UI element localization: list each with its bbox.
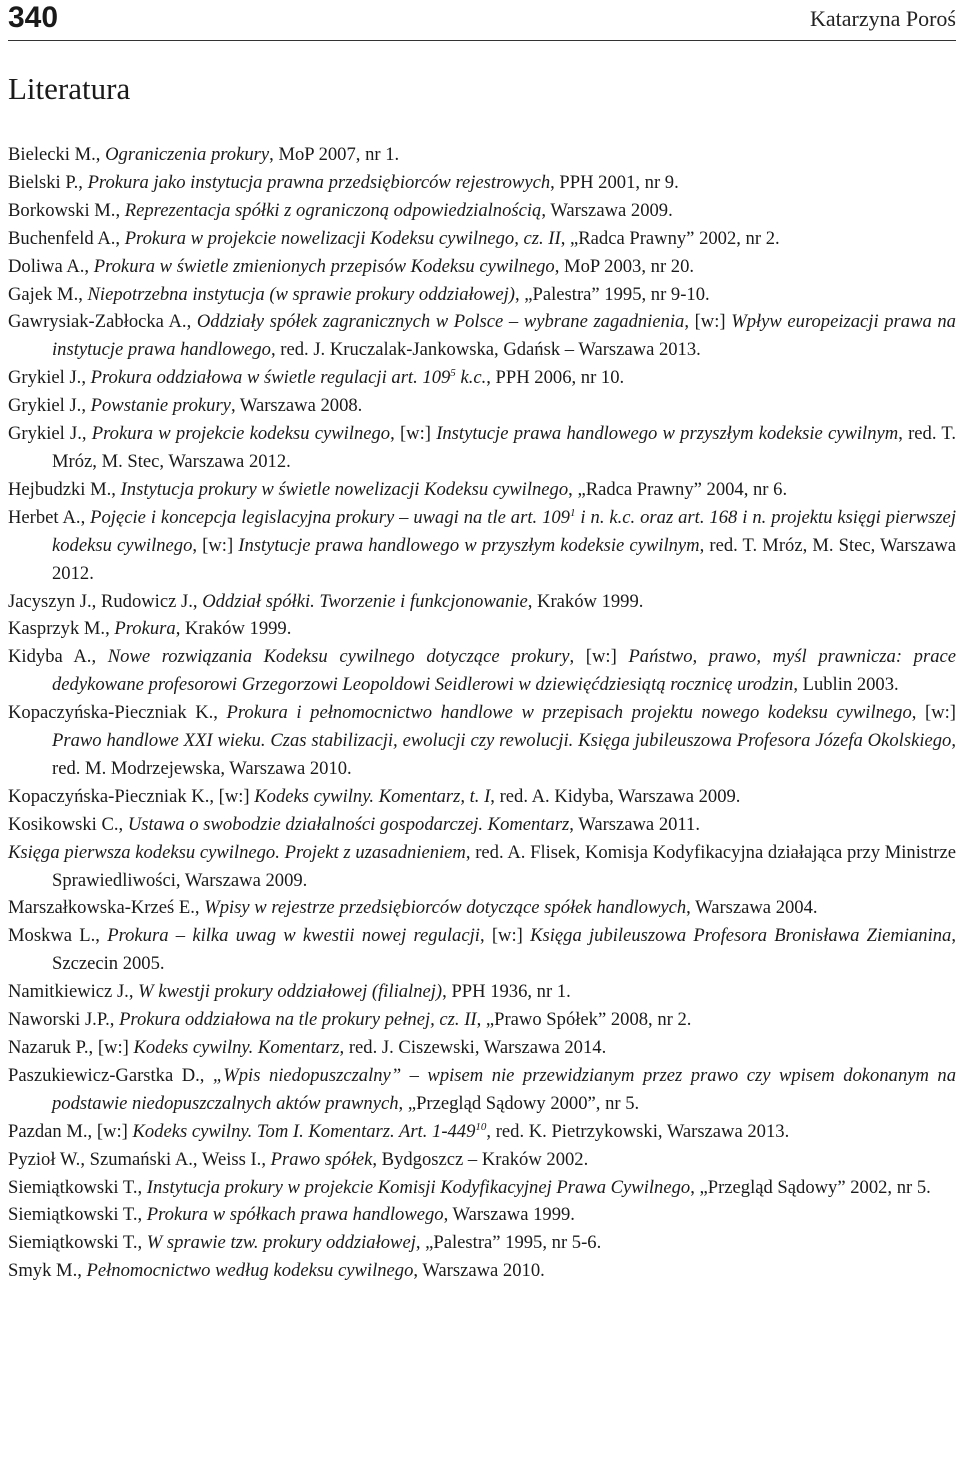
- reference-item: [8, 1062, 956, 1118]
- section-title: Literatura: [8, 71, 131, 106]
- reference-title: Wpisy w rejestrze przedsiębiorców dotyczące spółek handlowych: [204, 897, 687, 919]
- reference-text: , Warszawa 2010.: [413, 1260, 545, 1282]
- reference-text: , red. J. Ciszewski, Warszawa 2014.: [339, 1037, 607, 1058]
- reference-title: Oddziały spółek zagranicznych w Polsce – wybrane zagadnienia: [196, 311, 685, 333]
- reference-text: , „Przegląd Sądowy 2000”, nr 5.: [398, 1092, 640, 1114]
- reference-item: [8, 392, 956, 420]
- reference-title: Prawo handlowe XXI wieku. Czas stabilizacji, ewolucji czy rewolucji. Księga jubileuszowa Profesora Józefa Okolskiego: [52, 730, 952, 752]
- reference-title: Oddział spółki. Tworzenie i funkcjonowanie: [202, 590, 528, 612]
- reference-item: [8, 643, 956, 699]
- reference-item: [8, 253, 956, 281]
- reference-title: Reprezentacja spółki z ograniczoną odpowiedzialnością: [124, 199, 542, 221]
- reference-title: Księga pierwsza kodeksu cywilnego. Projekt z uzasadnieniem: [8, 841, 466, 863]
- reference-item: [8, 281, 956, 309]
- reference-text: Hejbudzki M.,: [8, 478, 121, 500]
- reference-text: Kosikowski C.,: [8, 813, 128, 835]
- reference-title: Księga jubileuszowa Profesora Bronisława Ziemianina: [530, 925, 952, 947]
- reference-text: , „Radca Prawny” 2004, nr 6.: [568, 478, 788, 500]
- reference-title: Prokura oddziałowa w świetle regulacji art. 109: [90, 367, 451, 389]
- reference-title: Kodeks cywilny. Komentarz, t. I: [254, 785, 491, 807]
- reference-title: Prokura w spółkach prawa handlowego: [146, 1204, 444, 1226]
- reference-title: Instytucja prokury w projekcie Komisji Kodyfikacyjnej Prawa Cywilnego: [146, 1176, 691, 1198]
- reference-title: Prokura w projekcie kodeksu cywilnego: [91, 423, 391, 445]
- reference-title: Prawo spółek: [270, 1148, 373, 1170]
- reference-item: [8, 1229, 956, 1257]
- reference-item: [8, 169, 956, 197]
- reference-title: Prokura w świetle zmienionych przepisów Kodeksu cywilnego: [93, 255, 555, 277]
- reference-item: [8, 1146, 956, 1174]
- reference-text: , „Palestra” 1995, nr 9-10.: [515, 283, 710, 305]
- reference-item: [8, 504, 956, 588]
- reference-title: Państwo, prawo, myśl prawnicza: prace dedykowane profesorowi Grzegorzowi Leopoldowi Seidlerowi w dziewięćdziesiątą rocznicę urodzin: [52, 646, 957, 696]
- reference-item: [8, 783, 956, 811]
- reference-title: k.c.: [455, 367, 487, 389]
- reference-title: Ustawa o swobodzie działalności gospodarczej. Komentarz: [127, 813, 570, 835]
- reference-text: , Warszawa 2011.: [569, 813, 700, 835]
- reference-item: [8, 1201, 956, 1229]
- reference-text: , [w:]: [684, 311, 732, 333]
- reference-text: , red. M. Modrzejewska, Warszawa 2010.: [52, 730, 956, 779]
- superscript-number: 1: [569, 506, 576, 519]
- reference-title: Prokura: [114, 618, 176, 640]
- reference-item: [8, 1006, 956, 1034]
- reference-text: Herbet A.,: [8, 506, 91, 528]
- reference-text: , PPH 2001, nr 9.: [550, 171, 679, 193]
- reference-title: Pełnomocnictwo według kodeksu cywilnego: [86, 1260, 414, 1282]
- reference-title: Prokura jako instytucja prawna przedsiębiorców rejestrowych: [87, 171, 551, 193]
- reference-text: Gawrysiak-Zabłocka A.,: [8, 311, 197, 333]
- reference-text: , [w:]: [479, 925, 531, 947]
- reference-text: Borkowski M.,: [8, 199, 125, 221]
- reference-text: , red. A. Kidyba, Warszawa 2009.: [490, 785, 741, 807]
- reference-text: , Warszawa 2009.: [541, 199, 673, 221]
- reference-item: [8, 588, 956, 616]
- reference-text: Kopaczyńska-Pieczniak K., [w:]: [8, 785, 255, 807]
- reference-text: , Warszawa 2004.: [686, 897, 818, 919]
- reference-text: , PPH 1936, nr 1.: [442, 981, 571, 1003]
- running-head-author: Katarzyna Poroś: [809, 6, 956, 31]
- reference-text: , Warszawa 1999.: [443, 1204, 575, 1226]
- reference-item: [8, 615, 956, 643]
- bibliography-list: [8, 141, 956, 1285]
- reference-text: , red. K. Pietrzykowski, Warszawa 2013.: [486, 1120, 790, 1142]
- reference-title: Niepotrzebna instytucja (w sprawie prokury oddziałowej): [87, 283, 515, 305]
- reference-text: Grykiel J.,: [8, 367, 91, 389]
- page-header: [8, 0, 956, 41]
- reference-item: [8, 1118, 956, 1146]
- reference-text: , red. T. Mróz, M. Stec, Warszawa 2012.: [52, 534, 956, 584]
- reference-text: , [w:]: [911, 702, 956, 724]
- reference-text: , red. J. Kruczalak-Jankowska, Gdańsk – Warszawa 2013.: [270, 339, 701, 361]
- reference-text: Doliwa A.,: [8, 255, 94, 277]
- reference-item: [8, 197, 956, 225]
- reference-text: , „Palestra” 1995, nr 5-6.: [415, 1232, 602, 1254]
- reference-text: Grykiel J.,: [8, 423, 92, 445]
- reference-item: [8, 811, 956, 839]
- reference-text: Gajek M.,: [8, 283, 88, 305]
- reference-text: , MoP 2003, nr 20.: [554, 255, 695, 277]
- reference-text: , Szczecin 2005.: [52, 925, 956, 975]
- superscript-number: 5: [450, 367, 456, 380]
- reference-title: Kodeks cywilny. Komentarz: [133, 1037, 340, 1058]
- reference-title: Kodeks cywilny. Tom I. Komentarz. Art. 1-449: [132, 1120, 476, 1142]
- reference-item: [8, 364, 956, 392]
- reference-text: Pyzioł W., Szumański A., Weiss I.,: [8, 1148, 271, 1170]
- reference-text: , „Przegląd Sądowy” 2002, nr 5.: [690, 1176, 931, 1198]
- reference-text: Nazaruk P., [w:]: [8, 1037, 134, 1058]
- reference-title: Wpływ europeizacji prawa na instytucje prawa handlowego: [52, 311, 956, 361]
- reference-text: , „Radca Prawny” 2002, nr 2.: [560, 227, 780, 249]
- reference-text: , red. T. Mróz, M. Stec, Warszawa 2012.: [52, 423, 956, 472]
- reference-text: Kasprzyk M.,: [8, 618, 115, 640]
- reference-title: Nowe rozwiązania Kodeksu cywilnego dotyczące prokury: [107, 646, 570, 668]
- reference-item: [8, 308, 956, 364]
- reference-text: Buchenfeld A.,: [8, 227, 125, 249]
- reference-text: Siemiątkowski T.,: [8, 1232, 147, 1254]
- reference-text: , Kraków 1999.: [527, 590, 644, 612]
- reference-text: , Kraków 1999.: [175, 618, 292, 640]
- reference-item: [8, 699, 956, 783]
- reference-title: Prokura w projekcie nowelizacji Kodeksu cywilnego, cz. II: [124, 227, 561, 249]
- reference-text: Paszukiewicz-Garstka D.,: [8, 1064, 213, 1086]
- reference-title: „Wpis niedopuszczalny” – wpisem nie przewidzianym przez prawo czy wpisem dokonanym na podstawie niedopuszczalnych aktów prawnych: [52, 1064, 957, 1114]
- reference-item: [8, 894, 956, 922]
- reference-title: Instytucje prawa handlowego w przyszłym kodeksie cywilnym: [238, 534, 700, 556]
- reference-title: Instytucje prawa handlowego w przyszłym kodeksie cywilnym: [436, 423, 899, 445]
- reference-text: Pazdan M., [w:]: [8, 1120, 133, 1142]
- reference-text: Jacyszyn J., Rudowicz J.,: [8, 590, 203, 612]
- reference-title: Pojęcie i koncepcja legislacyjna prokury – uwagi na tle art. 109: [90, 506, 570, 528]
- reference-item: [8, 1174, 956, 1202]
- reference-text: , MoP 2007, nr 1.: [269, 144, 400, 165]
- reference-title: i n. k.c. oraz art. 168 i n. projektu księgi pierwszej kodeksu cywilnego: [52, 506, 956, 556]
- reference-text: Grykiel J.,: [8, 395, 91, 417]
- reference-title: Ograniczenia prokury: [105, 144, 270, 165]
- superscript-number: 10: [475, 1120, 487, 1133]
- reference-item: [8, 978, 956, 1006]
- reference-title: W kwestji prokury oddziałowej (filialnej): [138, 981, 443, 1003]
- reference-text: , [w:]: [390, 423, 437, 445]
- reference-item: [8, 476, 956, 504]
- reference-text: Siemiątkowski T.,: [8, 1176, 147, 1198]
- reference-item: [8, 141, 956, 169]
- reference-title: Instytucja prokury w świetle nowelizacji Kodeksu cywilnego: [120, 478, 569, 500]
- reference-text: , Warszawa 2008.: [230, 395, 363, 417]
- reference-text: Siemiątkowski T.,: [8, 1204, 147, 1226]
- reference-text: Smyk M.,: [8, 1260, 87, 1282]
- reference-item: [8, 1257, 956, 1285]
- reference-text: Moskwa L.,: [8, 925, 108, 947]
- reference-text: Namitkiewicz J.,: [8, 981, 139, 1003]
- reference-text: Kopaczyńska-Pieczniak K.,: [8, 702, 227, 724]
- reference-text: Kidyba A.,: [8, 646, 108, 668]
- reference-title: Powstanie prokury: [90, 395, 231, 417]
- reference-item: [8, 1034, 956, 1062]
- reference-item: [8, 922, 956, 978]
- page-number: 340: [8, 1, 59, 34]
- reference-text: , [w:]: [192, 534, 239, 556]
- reference-text: Naworski J.P.,: [8, 1009, 120, 1031]
- reference-text: Marszałkowska-Krześ E.,: [8, 897, 205, 919]
- reference-text: , Lublin 2003.: [793, 674, 899, 696]
- reference-title: Prokura – kilka uwag w kwestii nowej regulacji: [107, 925, 480, 947]
- reference-text: , [w:]: [569, 646, 629, 668]
- reference-text: , red. A. Flisek, Komisja Kodyfikacyjna działająca przy Ministrze Sprawiedliwości, Warszawa 2009.: [52, 841, 956, 891]
- reference-item: [8, 420, 956, 476]
- reference-text: , „Prawo Spółek” 2008, nr 2.: [476, 1009, 692, 1031]
- reference-title: W sprawie tzw. prokury oddziałowej: [146, 1232, 416, 1254]
- reference-text: Bielski P.,: [8, 171, 88, 193]
- reference-text: , Bydgoszcz – Kraków 2002.: [372, 1148, 589, 1170]
- reference-item: [8, 839, 956, 895]
- reference-text: , PPH 2006, nr 10.: [486, 367, 625, 389]
- reference-item: [8, 225, 956, 253]
- reference-title: Prokura i pełnomocnictwo handlowe w przepisach projektu nowego kodeksu cywilnego: [226, 702, 912, 724]
- reference-text: Bielecki M.,: [8, 144, 106, 165]
- reference-title: Prokura oddziałowa na tle prokury pełnej, cz. II: [119, 1009, 477, 1031]
